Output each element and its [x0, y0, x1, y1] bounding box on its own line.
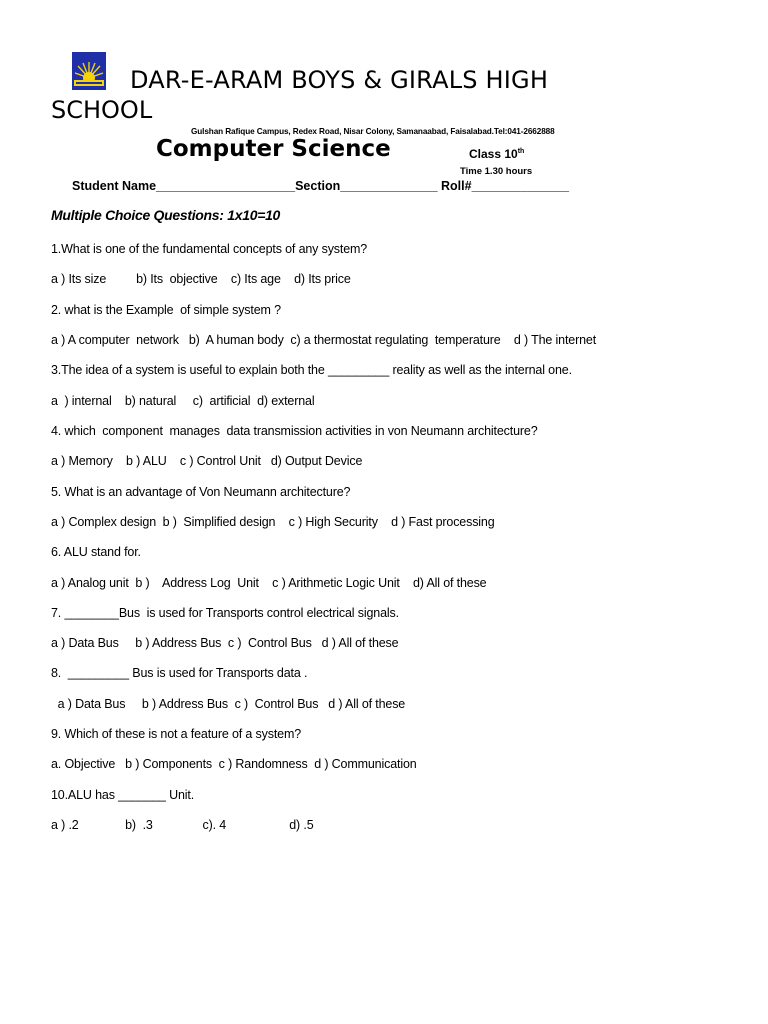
school-name: DAR-E-ARAM BOYS & GIRALS HIGH: [130, 66, 549, 94]
question-4: 4. which component manages data transmission activities in von Neumann architecture?: [51, 424, 538, 438]
options-9: a. Objective b ) Components c ) Randomness d ) Communication: [51, 757, 417, 771]
question-6: 6. ALU stand for.: [51, 545, 141, 559]
question-10: 10.ALU has _______ Unit.: [51, 788, 195, 802]
school-crest-icon: [72, 52, 106, 90]
question-7: 7. ________Bus is used for Transports control electrical signals.: [51, 606, 399, 620]
student-info-row: Student Name____________________Section______________ Roll#______________: [72, 179, 569, 193]
time-label: Time 1.30 hours: [460, 166, 533, 177]
section-heading: Multiple Choice Questions: 1x10=10: [51, 207, 281, 223]
question-2: 2. what is the Example of simple system ?: [51, 303, 281, 317]
options-6: a ) Analog unit b ) Address Log Unit c ) Arithmetic Logic Unit d) All of these: [51, 576, 487, 590]
school-address: Gulshan Rafique Campus, Redex Road, Nisar Colony, Samanaabad, Faisalabad.Tel:041-2662888: [191, 127, 555, 136]
question-5: 5. What is an advantage of Von Neumann architecture?: [51, 485, 351, 499]
class-label: [469, 147, 524, 161]
options-2: a ) A computer network b) A human body c) a thermostat regulating temperature d ) The internet: [51, 333, 597, 347]
options-10: a ) .2 b) .3 c). 4 d) .5: [51, 818, 314, 832]
school-name-continued: SCHOOL: [51, 96, 153, 124]
class-suffix: th: [517, 148, 525, 155]
options-4: a ) Memory b ) ALU c ) Control Unit d) Output Device: [51, 454, 363, 468]
question-3: 3.The idea of a system is useful to explain both the _________ reality as well as the internal one.: [51, 363, 572, 377]
options-7: a ) Data Bus b ) Address Bus c ) Control Bus d ) All of these: [51, 636, 399, 650]
question-8: 8. _________ Bus is used for Transports data .: [51, 666, 308, 680]
question-1: 1.What is one of the fundamental concepts of any system?: [51, 242, 368, 256]
options-8: a ) Data Bus b ) Address Bus c ) Control Bus d ) All of these: [51, 697, 406, 711]
options-5: a ) Complex design b ) Simplified design c ) High Security d ) Fast processing: [51, 515, 495, 529]
class-text: Class 10: [469, 147, 518, 161]
options-3: a ) internal b) natural c) artificial d) external: [51, 394, 315, 408]
subject-title: Computer Science: [156, 136, 391, 162]
options-1: a ) Its size b) Its objective c) Its age d) Its price: [51, 272, 351, 286]
question-9: 9. Which of these is not a feature of a system?: [51, 727, 302, 741]
